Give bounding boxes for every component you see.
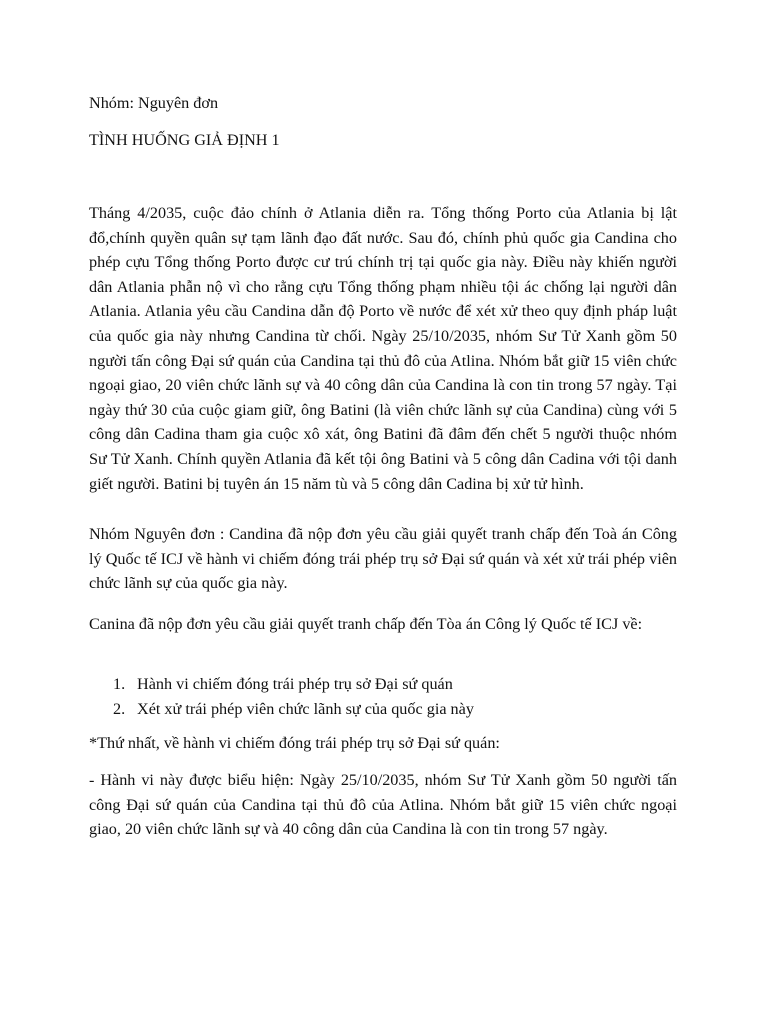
paragraph-situation: Tháng 4/2035, cuộc đảo chính ở Atlania diễn ra. Tổng thống Porto của Atlania bị lật đổ,chính quyền quân sự tạm lãnh đạo đất nước. Sau đó, chính phủ quốc gia Candina cho phép cựu Tổng thống Porto được cư trú chính trị tại quốc gia này. Điều này khiến người dân Atlania phẫn nộ vì cho rằng cựu Tổng thống phạm nhiều tội ác chống lại người dân Atlania. Atlania yêu cầu Candina dẫn độ Porto về nước để xét xử theo quy định pháp luật của quốc gia này nhưng Candina từ chối. Ngày 25/10/2035, nhóm Sư Tử Xanh gồm 50 người tấn công Đại sứ quán của Candina tại thủ đô của Atlina. Nhóm bắt giữ 15 viên chức ngoại giao, 20 viên chức lãnh sự và 40 công dân của Candina là con tin trong 57 ngày. Tại ngày thứ 30 của cuộc giam giữ, ông Batini (là viên chức lãnh sự của Candina) cùng với 5 công dân Cadina tham gia cuộc xô xát, ông Batini đã đâm đến chết 5 người thuộc nhóm Sư Tử Xanh. Chính quyền Atlania đã kết tội ông Batini và 5 công dân Cadina với tội danh giết người. Batini bị tuyên án 15 năm tù và 5 công dân Cadina bị xử tử hình. <box>89 204 677 493</box>
paragraph-claimant: Nhóm Nguyên đơn : Candina đã nộp đơn yêu cầu giải quyết tranh chấp đến Toà án Công lý Quốc tế ICJ về hành vi chiếm đóng trái phép trụ sở Đại sứ quán và xét xử trái phép viên chức lãnh sự của quốc gia này. <box>89 525 677 593</box>
document-title: TÌNH HUỐNG GIẢ ĐỊNH 1 <box>89 131 280 149</box>
list-item <box>89 672 677 697</box>
list-item <box>89 697 677 722</box>
list-item-number: 2. <box>113 699 126 718</box>
list-item-number: 1. <box>113 675 126 693</box>
paragraph-first-point: - Hành vi này được biểu hiện: Ngày 25/10/2035, nhóm Sư Tử Xanh gồm 50 người tấn công Đại sứ quán của Candina tại thủ đô của Atlina. Nhóm bắt giữ 15 viên chức ngoại giao, 20 viên chức lãnh sự và 40 công dân của Candina là con tin trong 57 ngày. <box>89 771 677 839</box>
list-item-text: Xét xử trái phép viên chức lãnh sự của quốc gia này <box>137 699 474 718</box>
paragraph-request: Canina đã nộp đơn yêu cầu giải quyết tranh chấp đến Tòa án Công lý Quốc tế ICJ về: <box>89 615 643 633</box>
section-heading: *Thứ nhất, về hành vi chiếm đóng trái phép trụ sở Đại sứ quán: <box>89 734 500 752</box>
request-list <box>89 672 677 721</box>
group-label: Nhóm: Nguyên đơn <box>89 94 219 112</box>
list-item-text: Hành vi chiếm đóng trái phép trụ sở Đại sứ quán <box>137 675 453 693</box>
